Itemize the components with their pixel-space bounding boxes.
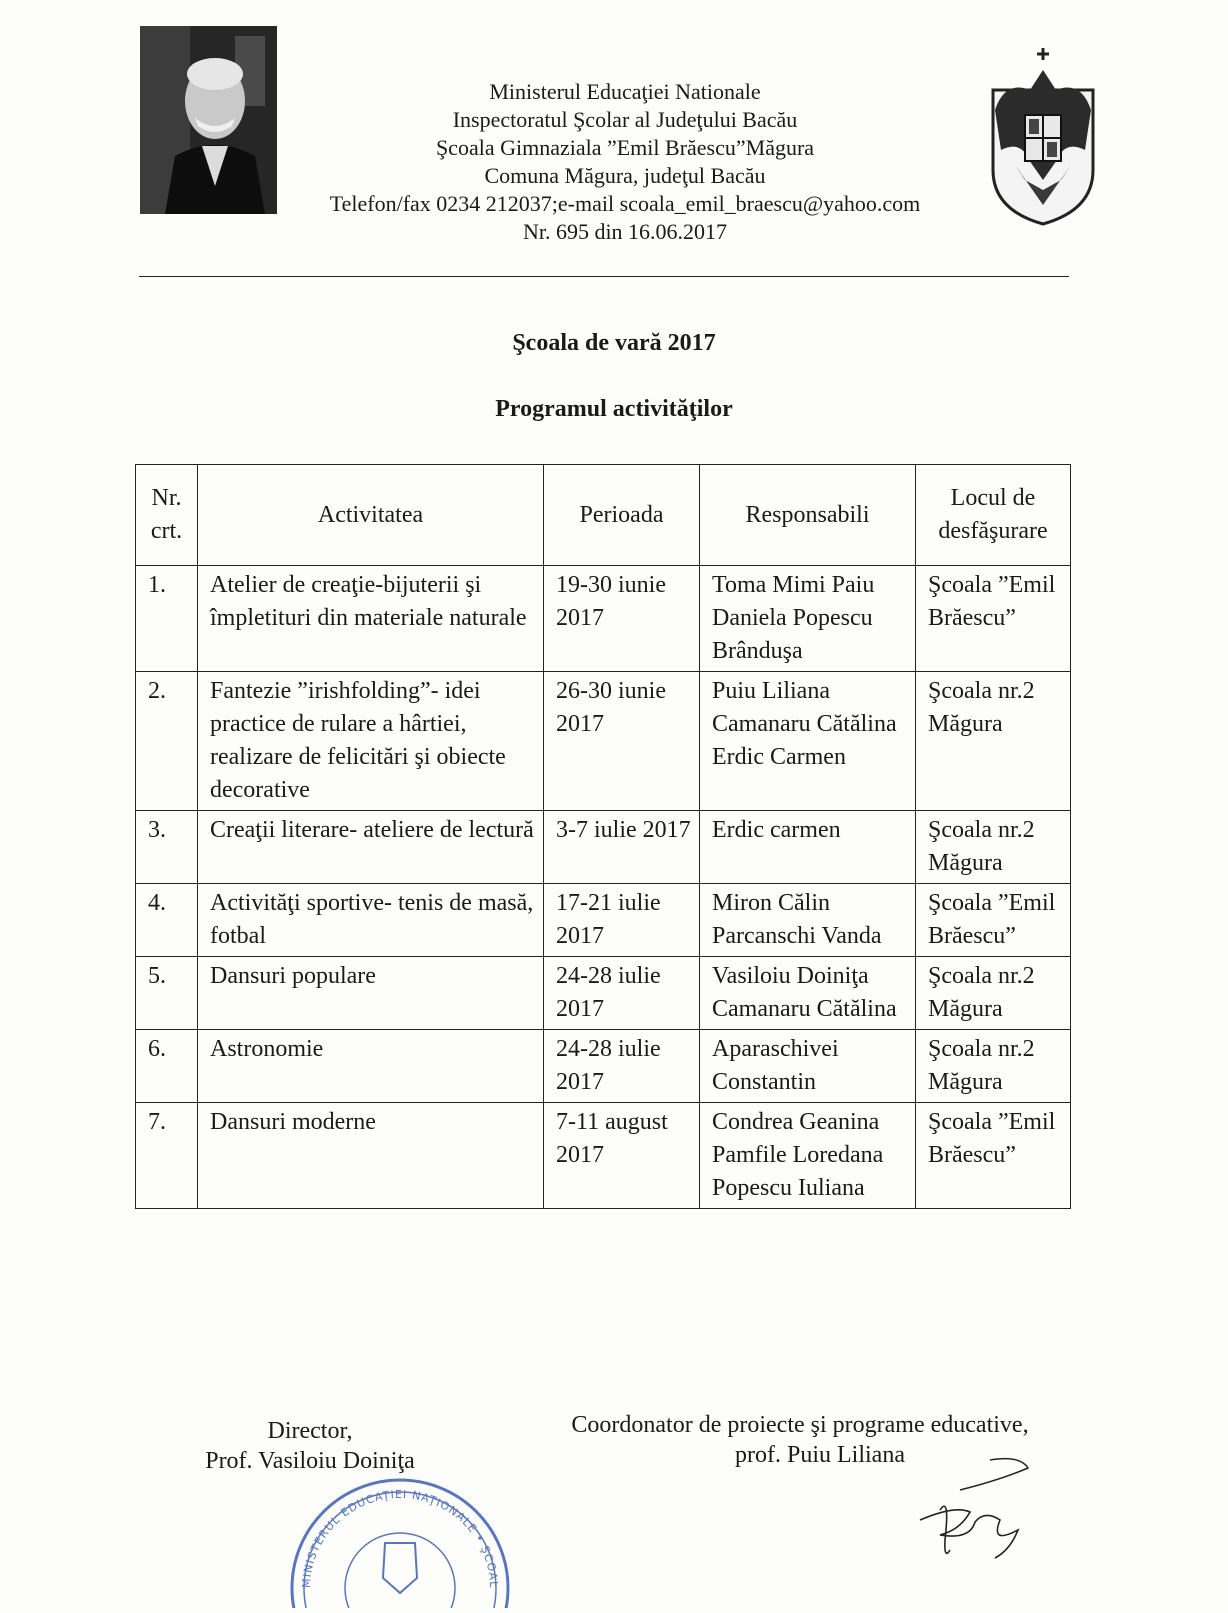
table-row <box>136 1103 1071 1209</box>
cell-responsible: Aparaschivei Constantin <box>700 1030 916 1103</box>
header-line-school: Şcoala Gimnaziala ”Emil Brăescu”Măgura <box>435 135 815 160</box>
cell-activity: Dansuri moderne <box>198 1103 544 1209</box>
cell-period: 24-28 iulie 2017 <box>544 957 700 1030</box>
table-header-row <box>136 465 1071 566</box>
romania-coat-of-arms-icon <box>985 40 1101 226</box>
document-subtitle: Programul activităţilor <box>495 396 733 422</box>
cell-activity: Activităţi sportive- tenis de masă, fotbal <box>198 884 544 957</box>
cell-location: Şcoala ”Emil Brăescu” <box>916 884 1071 957</box>
cell-nr: 2. <box>136 672 198 811</box>
cell-location: Şcoala ”Emil Brăescu” <box>916 1103 1071 1209</box>
column-header-responsible: Responsabili <box>700 465 916 566</box>
activities-table <box>135 464 1071 1209</box>
cell-location: Şcoala ”Emil Brăescu” <box>916 566 1071 672</box>
cell-period: 17-21 iulie 2017 <box>544 884 700 957</box>
cell-location: Şcoala nr.2 Măgura <box>916 957 1071 1030</box>
table-row <box>136 884 1071 957</box>
handwritten-signature <box>900 1450 1040 1570</box>
director-signature-block <box>160 1416 460 1476</box>
cell-nr: 5. <box>136 957 198 1030</box>
header-line-inspectorate: Inspectoratul Şcolar al Judeţului Bacău <box>452 107 798 132</box>
director-name: Prof. Vasiloiu Doiniţa <box>205 1448 415 1474</box>
cell-period: 19-30 iunie 2017 <box>544 566 700 672</box>
cell-period: 24-28 iulie 2017 <box>544 1030 700 1103</box>
cell-responsible: Erdic carmen <box>700 811 916 884</box>
cell-responsible: Miron Călin Parcanschi Vanda <box>700 884 916 957</box>
cell-location: Şcoala nr.2 Măgura <box>916 811 1071 884</box>
cell-activity: Astronomie <box>198 1030 544 1103</box>
coordinator-role: Coordonator de proiecte şi programe educative, <box>571 1412 1029 1438</box>
cell-nr: 1. <box>136 566 198 672</box>
table-row <box>136 1030 1071 1103</box>
cell-period: 7-11 august 2017 <box>544 1103 700 1209</box>
cell-responsible: Vasiloiu Doiniţa Camanaru Cătălina <box>700 957 916 1030</box>
cell-responsible: Toma Mimi Paiu Daniela Popescu Brânduşa <box>700 566 916 672</box>
cell-location: Şcoala nr.2 Măgura <box>916 1030 1071 1103</box>
header-divider <box>139 276 1069 277</box>
column-header-nr: Nr. crt. <box>136 465 198 566</box>
header-line-ministry: Ministerul Educaţiei Nationale <box>489 79 761 104</box>
column-header-location: Locul de desfăşurare <box>916 465 1071 566</box>
cell-nr: 7. <box>136 1103 198 1209</box>
cell-period: 26-30 iunie 2017 <box>544 672 700 811</box>
cell-nr: 6. <box>136 1030 198 1103</box>
header-line-registration: Nr. 695 din 16.06.2017 <box>522 219 728 244</box>
cell-period: 3-7 iulie 2017 <box>544 811 700 884</box>
header-line-commune: Comuna Măgura, judeţul Bacău <box>484 163 766 188</box>
cell-activity: Creaţii literare- ateliere de lectură <box>198 811 544 884</box>
portrait-photo <box>140 26 277 214</box>
cell-activity: Dansuri populare <box>198 957 544 1030</box>
document-title: Şcoala de vară 2017 <box>512 330 716 356</box>
table-row <box>136 672 1071 811</box>
stamp-text: MINISTERUL EDUCAŢIEI NAŢIONALE • ŞCOAL <box>299 1487 501 1589</box>
coordinator-name: prof. Puiu Liliana <box>735 1442 905 1468</box>
column-header-activity: Activitatea <box>198 465 544 566</box>
table-row <box>136 957 1071 1030</box>
table-row <box>136 811 1071 884</box>
cell-activity: Fantezie ”irishfolding”- idei practice de rulare a hârtiei, realizare de felicitări şi obiecte decorative <box>198 672 544 811</box>
letterhead <box>260 78 990 246</box>
column-header-period: Perioada <box>544 465 700 566</box>
cell-nr: 3. <box>136 811 198 884</box>
cell-nr: 4. <box>136 884 198 957</box>
cell-responsible: Puiu Liliana Camanaru Cătălina Erdic Carmen <box>700 672 916 811</box>
director-role: Director, <box>267 1418 353 1444</box>
header-line-contact: Telefon/fax 0234 212037;e-mail scoala_emil_braescu@yahoo.com <box>329 191 921 216</box>
cell-location: Şcoala nr.2 Măgura <box>916 672 1071 811</box>
table-row <box>136 566 1071 672</box>
cell-activity: Atelier de creaţie-bijuterii şi împletituri din materiale naturale <box>198 566 544 672</box>
cell-responsible: Condrea Geanina Pamfile Loredana Popescu Iuliana <box>700 1103 916 1209</box>
